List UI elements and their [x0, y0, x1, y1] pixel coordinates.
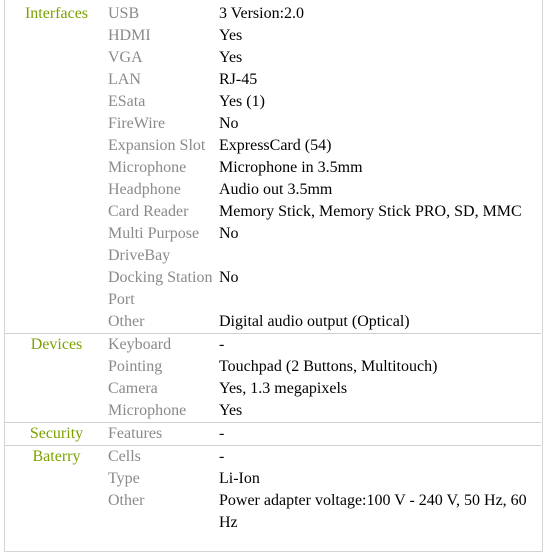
specs-body [5, 3, 541, 534]
category-label: Devices [5, 334, 108, 423]
spec-label: Other [108, 313, 145, 330]
spec-label: VGA [108, 49, 143, 66]
spec-value: Li-Ion [219, 470, 260, 487]
spec-label: Headphone [108, 181, 181, 198]
category-label: Baterry [5, 446, 108, 535]
spec-value: Yes [219, 27, 243, 44]
spec-value: Touchpad (2 Buttons, Multitouch) [219, 358, 438, 375]
spec-label: Expansion Slot [108, 137, 206, 154]
spec-label: Card Reader [108, 203, 189, 220]
spec-label: Cells [108, 446, 219, 469]
category-label: Security [5, 423, 108, 446]
spec-value: Yes, 1.3 megapixels [219, 380, 348, 397]
spec-value: No [219, 115, 239, 132]
spec-value: Power adapter voltage:100 V - 240 V, 50 Hz, 60 Hz [219, 492, 527, 531]
spec-label: LAN [108, 71, 141, 88]
spec-label: Keyboard [108, 334, 219, 357]
spec-value: Yes [219, 49, 243, 66]
spec-value: - [219, 446, 541, 469]
spec-value: ExpressCard (54) [219, 137, 332, 154]
spec-label: Camera [108, 380, 158, 397]
spec-label: USB [108, 5, 140, 22]
spec-value: Audio out 3.5mm [219, 181, 333, 198]
spec-value: Microphone in 3.5mm [219, 159, 363, 176]
spec-label: Docking Station Port [108, 269, 213, 308]
spec-value: Digital audio output (Optical) [219, 313, 410, 330]
spec-label: FireWire [108, 115, 166, 132]
spec-row [5, 423, 541, 446]
category-label: Interfaces [24, 5, 89, 22]
spec-value: RJ-45 [219, 71, 258, 88]
spec-value: No [219, 269, 239, 286]
specs-table [5, 3, 541, 534]
spec-row [5, 334, 541, 357]
spec-label: Microphone [108, 159, 187, 176]
spec-value: - [219, 334, 541, 357]
spec-value: Yes [219, 402, 243, 419]
spec-row [5, 446, 541, 469]
spec-value: Yes (1) [219, 93, 265, 110]
spec-value: - [219, 423, 541, 446]
spec-value: 3 Version:2.0 [219, 5, 305, 22]
spec-label: Microphone [108, 402, 187, 419]
spec-value: No [219, 225, 239, 242]
spec-row [5, 3, 541, 25]
spec-label: Other [108, 492, 145, 509]
spec-value: Memory Stick, Memory Stick PRO, SD, MMC [219, 203, 522, 220]
spec-label: HDMI [108, 27, 151, 44]
spec-label: Type [108, 470, 140, 487]
spec-label: Features [108, 423, 219, 446]
spec-label: ESata [108, 93, 146, 110]
spec-label: Multi Purpose DriveBay [108, 225, 200, 264]
spec-label: Pointing [108, 358, 163, 375]
